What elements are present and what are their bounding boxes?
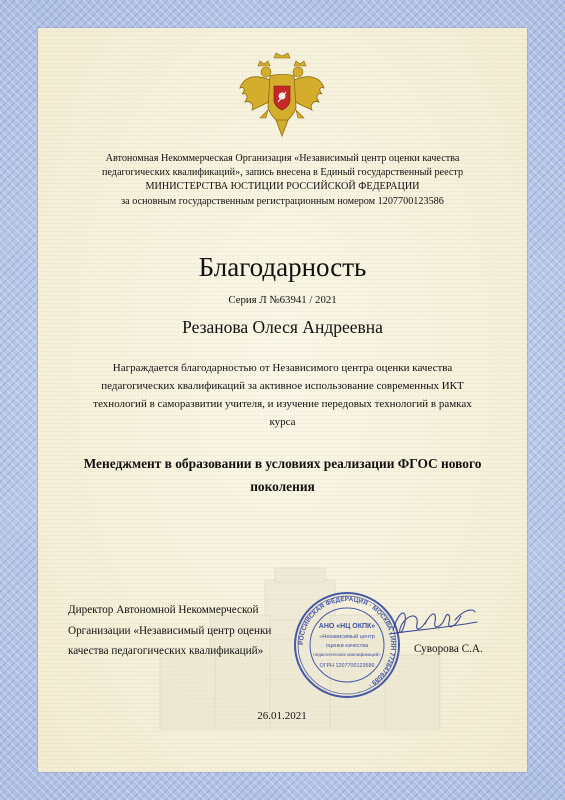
recipient-name: Резанова Олеся Андреевна — [182, 317, 383, 337]
stamp-ogrn: ОГРН 1207700123586 — [319, 663, 375, 669]
stamp-outer-text: РОССИЙСКАЯ ФЕДЕРАЦИЯ · МОСКВА · ИНН 7726476589 · — [297, 595, 397, 689]
course-title — [60, 452, 505, 498]
stamp-center-text: «Независимый центр — [319, 634, 375, 640]
organization-info — [60, 152, 505, 209]
document-title: Благодарность — [198, 252, 367, 282]
course-title-line: Менеджмент в образовании в условиях реализации ФГОС нового — [83, 456, 482, 471]
award-text-line: технологий в саморазвитии учителя, и изучение передовых технологий в рамках — [93, 398, 472, 410]
issue-date: 26.01.2021 — [257, 710, 307, 722]
award-text-line: курса — [269, 416, 296, 428]
award-text-line: педагогических квалификаций за активное использование современных ИКТ — [101, 380, 464, 392]
signatory-position-line: качества педагогических квалификаций» — [68, 645, 264, 657]
stamp-center-text: оценки качества — [325, 643, 369, 649]
award-text-line: Награждается благодарностью от Независимого центра оценки качества — [112, 362, 453, 374]
stamp-center-text: педагогических квалификаций» — [313, 652, 381, 657]
signatory-position — [68, 600, 308, 662]
series-number: Серия Л №63941 / 2021 — [228, 294, 337, 306]
course-title-line: поколения — [250, 479, 315, 494]
signature-icon — [385, 600, 480, 645]
organization-line: Автономная Некоммерческая Организация «Независимый центр оценки качества — [105, 153, 460, 164]
award-text — [70, 359, 495, 431]
signatory-position-line: Организации «Независимый центр оценки — [68, 624, 272, 637]
signatory-name: Суворова С.А. — [414, 643, 483, 655]
organization-line: за основным государственным регистрационным номером 1207700123586 — [121, 195, 444, 207]
stamp-center-text: АНО «НЦ ОКПК» — [318, 623, 376, 630]
organization-line: МИНИСТЕРСТВА ЮСТИЦИИ РОССИЙСКОЙ ФЕДЕРАЦИИ — [145, 181, 420, 193]
organization-line: педагогических квалификаций», запись внесена в Единый государственный реестр — [101, 167, 464, 179]
coat-of-arms-icon — [236, 52, 328, 138]
signatory-position-line: Директор Автономной Некоммерческой — [68, 604, 259, 616]
